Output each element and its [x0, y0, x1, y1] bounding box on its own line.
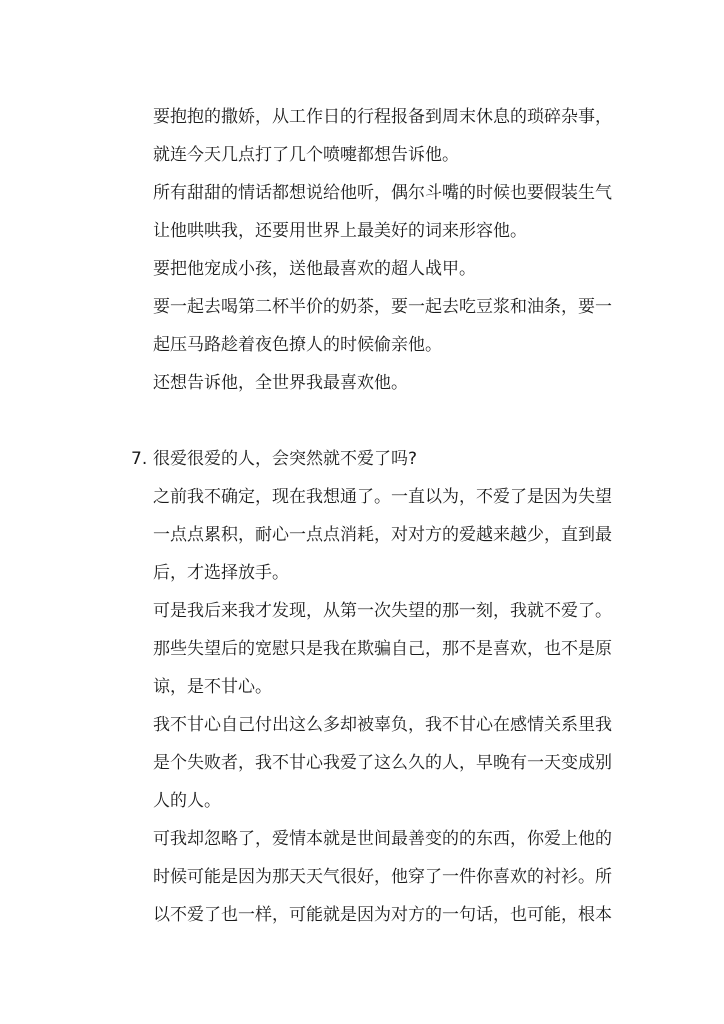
- text-line: 是个失败者，我不甘心我爱了这么久的人，早晚有一天变成别: [153, 753, 612, 773]
- text-line: 可我却忽略了，爱情本就是世间最善变的的东西，你爱上他的: [153, 829, 612, 849]
- text-line: 一点点累积，耐心一点点消耗，对对方的爱越来越少，直到最: [153, 525, 612, 545]
- text-line: 要抱抱的撒娇，从工作日的行程报备到周末休息的琐碎杂事，: [153, 107, 612, 127]
- text-line: 起压马路趁着夜色撩人的时候偷亲他。: [153, 335, 442, 355]
- text-line: 我不甘心自己付出这么多却被辜负，我不甘心在感情关系里我: [153, 715, 612, 735]
- text-line: 谅，是不甘心。: [153, 677, 272, 697]
- text-line: 让他哄哄我，还要用世界上最美好的词来形容他。: [153, 221, 527, 241]
- text-line: 以不爱了也一样，可能就是因为对方的一句话，也可能，根本: [153, 905, 612, 925]
- text-line: 还想告诉他，全世界我最喜欢他。: [153, 373, 408, 393]
- text-line: 后，才选择放手。: [153, 563, 289, 583]
- text-line: 所有甜甜的情话都想说给他听，偶尔斗嘴的时候也要假装生气: [153, 183, 612, 203]
- text-line: 要一起去喝第二杯半价的奶茶，要一起去吃豆浆和油条，要一: [153, 297, 612, 317]
- text-line: 那些失望后的宽慰只是我在欺骗自己，那不是喜欢，也不是原: [153, 639, 612, 659]
- text-line: 人的人。: [153, 791, 221, 811]
- text-line: 时候可能是因为那天天气很好，他穿了一件你喜欢的衬衫。所: [153, 867, 612, 887]
- text-line: 要把他宠成小孩，送他最喜欢的超人战甲。: [153, 259, 476, 279]
- text-line: 之前我不确定，现在我想通了。一直以为，不爱了是因为失望: [153, 487, 612, 507]
- text-line: 就连今天几点打了几个喷嚏都想告诉他。: [153, 145, 459, 165]
- section-number: 7.: [131, 449, 148, 469]
- text-line: 可是我后来我才发现，从第一次失望的那一刻，我就不爱了。: [153, 601, 612, 621]
- section-question: 很爱很爱的人，会突然就不爱了吗?: [153, 449, 418, 469]
